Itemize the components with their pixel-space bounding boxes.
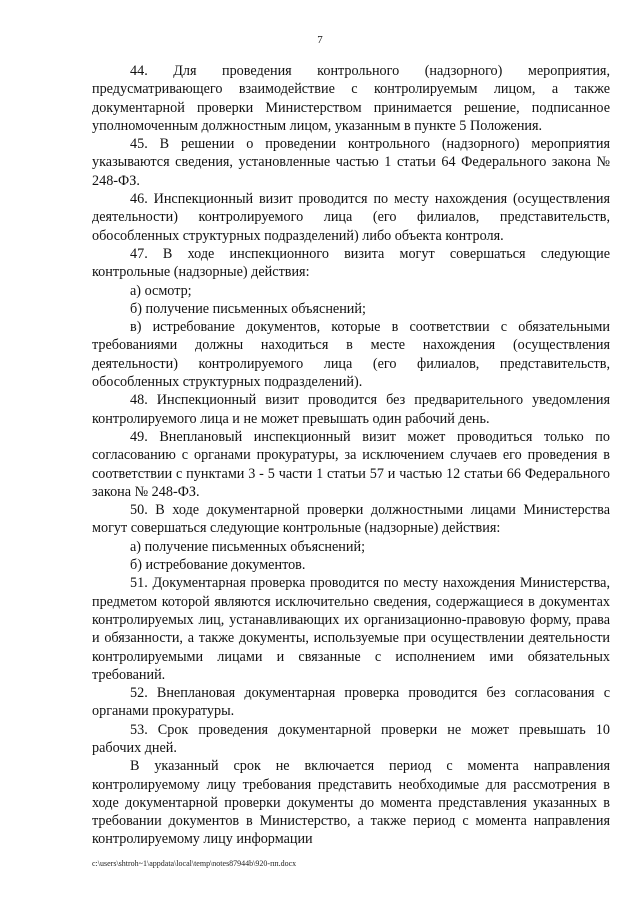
list-item-50b: б) истребование документов.: [130, 557, 306, 574]
paragraph-44: 44. Для проведения контрольного (надзорного) мероприятия, предусматривающего взаимодействие с контролируемым лицом, а также документарной проверки Министерством принимается решение, подписанное уполномоченным должностным лицом, указанным в пункте 5 Положения.: [92, 63, 610, 134]
list-item-47c: в) истребование документов, которые в соответствии с обязательными требованиями должны находиться в месте нахождения (осуществления деятельности) контролируемого лица (его филиалов, представительств, обособленных структурных подразделений).: [92, 319, 610, 391]
footer-file-path: c:\users\shtroh~1\appdata\local\temp\notes87944b\920-пп.docx: [92, 859, 297, 868]
paragraph-46: 46. Инспекционный визит проводится по месту нахождения (осуществления деятельности) контролируемого лица (его филиалов, представительств, обособленных структурных подразделений) либо объекта контроля.: [92, 191, 610, 244]
list-item-47b: б) получение письменных объяснений;: [130, 300, 366, 317]
paragraph-53: 53. Срок проведения документарной проверки не может превышать 10 рабочих дней.: [92, 721, 610, 756]
paragraph-52: 52. Внеплановая документарная проверка проводится без согласования с органами прокуратуры.: [92, 685, 610, 720]
list-item-50a: а) получение письменных объяснений;: [130, 538, 366, 555]
paragraph-53-continuation: В указанный срок не включается период с момента направления контролируемому лицу требования представить необходимые для рассмотрения в ходе документарной проверки документы до момента представления указанных в требовании документов в Министерство, а также период с момента направления контролируемому лицу информации: [92, 758, 610, 848]
page-number: 7: [317, 34, 323, 46]
paragraph-49: 49. Внеплановый инспекционный визит может проводиться только по согласованию с органами прокуратуры, за исключением случаев его проведения в соответствии с пунктами 3 - 5 части 1 статьи 57 и частью 12 статьи 66 Федерального закона № 248-ФЗ.: [92, 428, 610, 500]
paragraph-48: 48. Инспекционный визит проводится без предварительного уведомления контролируемого лица и не может превышать один рабочий день.: [92, 392, 610, 427]
document-body: [92, 62, 610, 849]
paragraph-47: 47. В ходе инспекционного визита могут совершаться следующие контрольные (надзорные) действия:: [92, 245, 610, 281]
paragraph-50: 50. В ходе документарной проверки должностными лицами Министерства могут совершаться следующие контрольные (надзорные) действия:: [92, 502, 610, 537]
list-item-47a: а) осмотр;: [130, 282, 192, 299]
paragraph-51: 51. Документарная проверка проводится по месту нахождения Министерства, предметом которой являются исключительно сведения, содержащиеся в документах контролируемых лиц, устанавливающих их организационно-правовую форму, права и обязанности, а также документы, используемые при осуществлении деятельности контролируемыми лицами и связанные с исполнением ими обязательных требований.: [92, 575, 610, 683]
paragraph-45: 45. В решении о проведении контрольного (надзорного) мероприятия указываются сведения, установленные частью 1 статьи 64 Федерального закона № 248-ФЗ.: [92, 136, 610, 189]
